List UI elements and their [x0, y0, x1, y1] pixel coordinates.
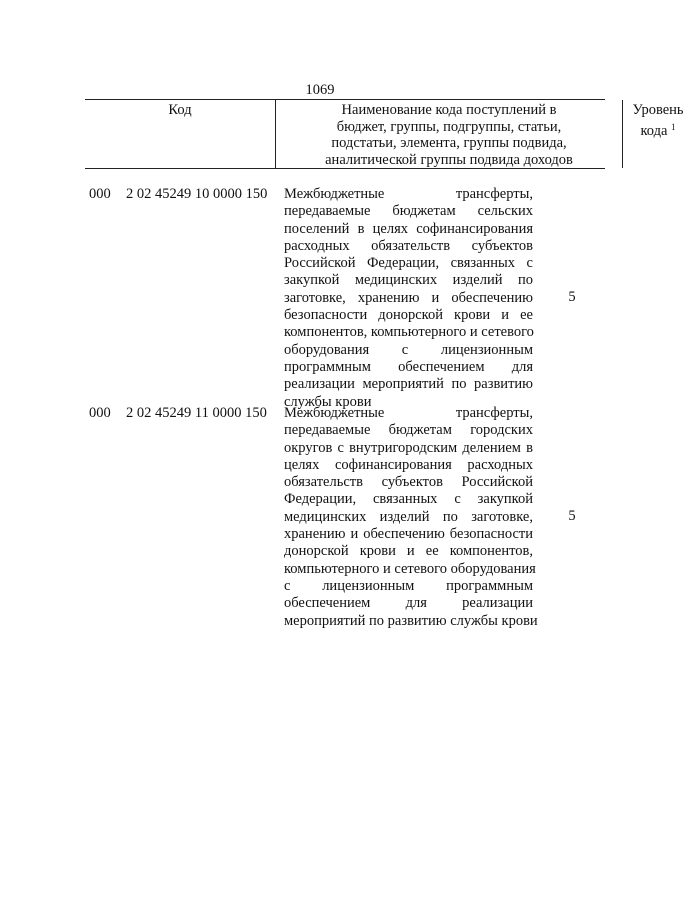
header-name-line: аналитической группы подвида доходов [325, 151, 573, 168]
description-line: заготовке, хранению и обеспечению [284, 289, 533, 306]
description-line: Межбюджетные трансферты, [284, 186, 533, 202]
header-name [275, 100, 623, 168]
description-line: передаваемые бюджетам городских [284, 422, 533, 439]
revenue-code: 2 02 45249 11 0000 150 [126, 405, 267, 421]
revenue-code: 2 02 45249 10 0000 150 [126, 186, 268, 202]
description-line: компьютерного и сетевого оборудования [284, 560, 536, 577]
description-line: хранению и обеспечению безопасности [284, 526, 533, 543]
description-line: с лицензионным программным [284, 577, 533, 594]
admin-code: 000 [89, 186, 111, 202]
description-line: Межбюджетные трансферты, [284, 405, 533, 421]
description-line: передаваемые бюджетам сельских [284, 203, 533, 220]
description-line: целях софинансирования расходных [284, 456, 533, 473]
description-line: округов с внутригородским делением в [284, 439, 533, 456]
level-code: 5 [568, 508, 576, 524]
header-level-line1: Уровень [632, 102, 684, 118]
description-line: обязательств субъектов Российской [284, 474, 533, 491]
description-line: расходных обязательств субъектов [284, 237, 533, 254]
table-header [85, 99, 684, 169]
header-level-word: кода [640, 122, 668, 139]
description-line: медицинских изделий по заготовке, [284, 508, 533, 525]
description-line: обеспечением для реализации [284, 595, 533, 612]
header-name-line: бюджет, группы, подгруппы, статьи, [336, 118, 562, 135]
admin-code: 000 [89, 405, 111, 421]
header-name-line: Наименование кода поступлений в [341, 102, 557, 118]
description-line: безопасности донорской крови и ее [284, 307, 533, 324]
description-line: Российской Федерации, связанных с [284, 255, 533, 272]
description-line: программным обеспечением для [284, 358, 533, 375]
description-line: поселений в целях софинансирования [284, 220, 533, 237]
description-line: донорской крови и ее компонентов, [284, 543, 533, 560]
level-code: 5 [568, 289, 576, 305]
description-line: компонентов, компьютерного и сетевого [284, 324, 534, 341]
description-line: оборудования с лицензионным [284, 341, 533, 358]
description-line: реализации мероприятий по развитию [284, 376, 533, 393]
header-name-line: подстатьи, элемента, группы подвида, [331, 135, 567, 151]
footnote-marker: 1 [671, 121, 676, 132]
header-level [623, 102, 693, 139]
description-line: службы крови [284, 393, 372, 410]
description-line: закупкой медицинских изделий по [284, 272, 533, 289]
revenue-description [284, 186, 533, 411]
revenue-description [284, 405, 538, 630]
description-line: Федерации, связанных с закупкой [284, 491, 533, 508]
description-line: мероприятий по развитию службы крови [284, 612, 538, 629]
header-level-line2 [623, 119, 693, 140]
page-number: 1069 [305, 82, 335, 98]
header-code: Код [168, 102, 192, 118]
